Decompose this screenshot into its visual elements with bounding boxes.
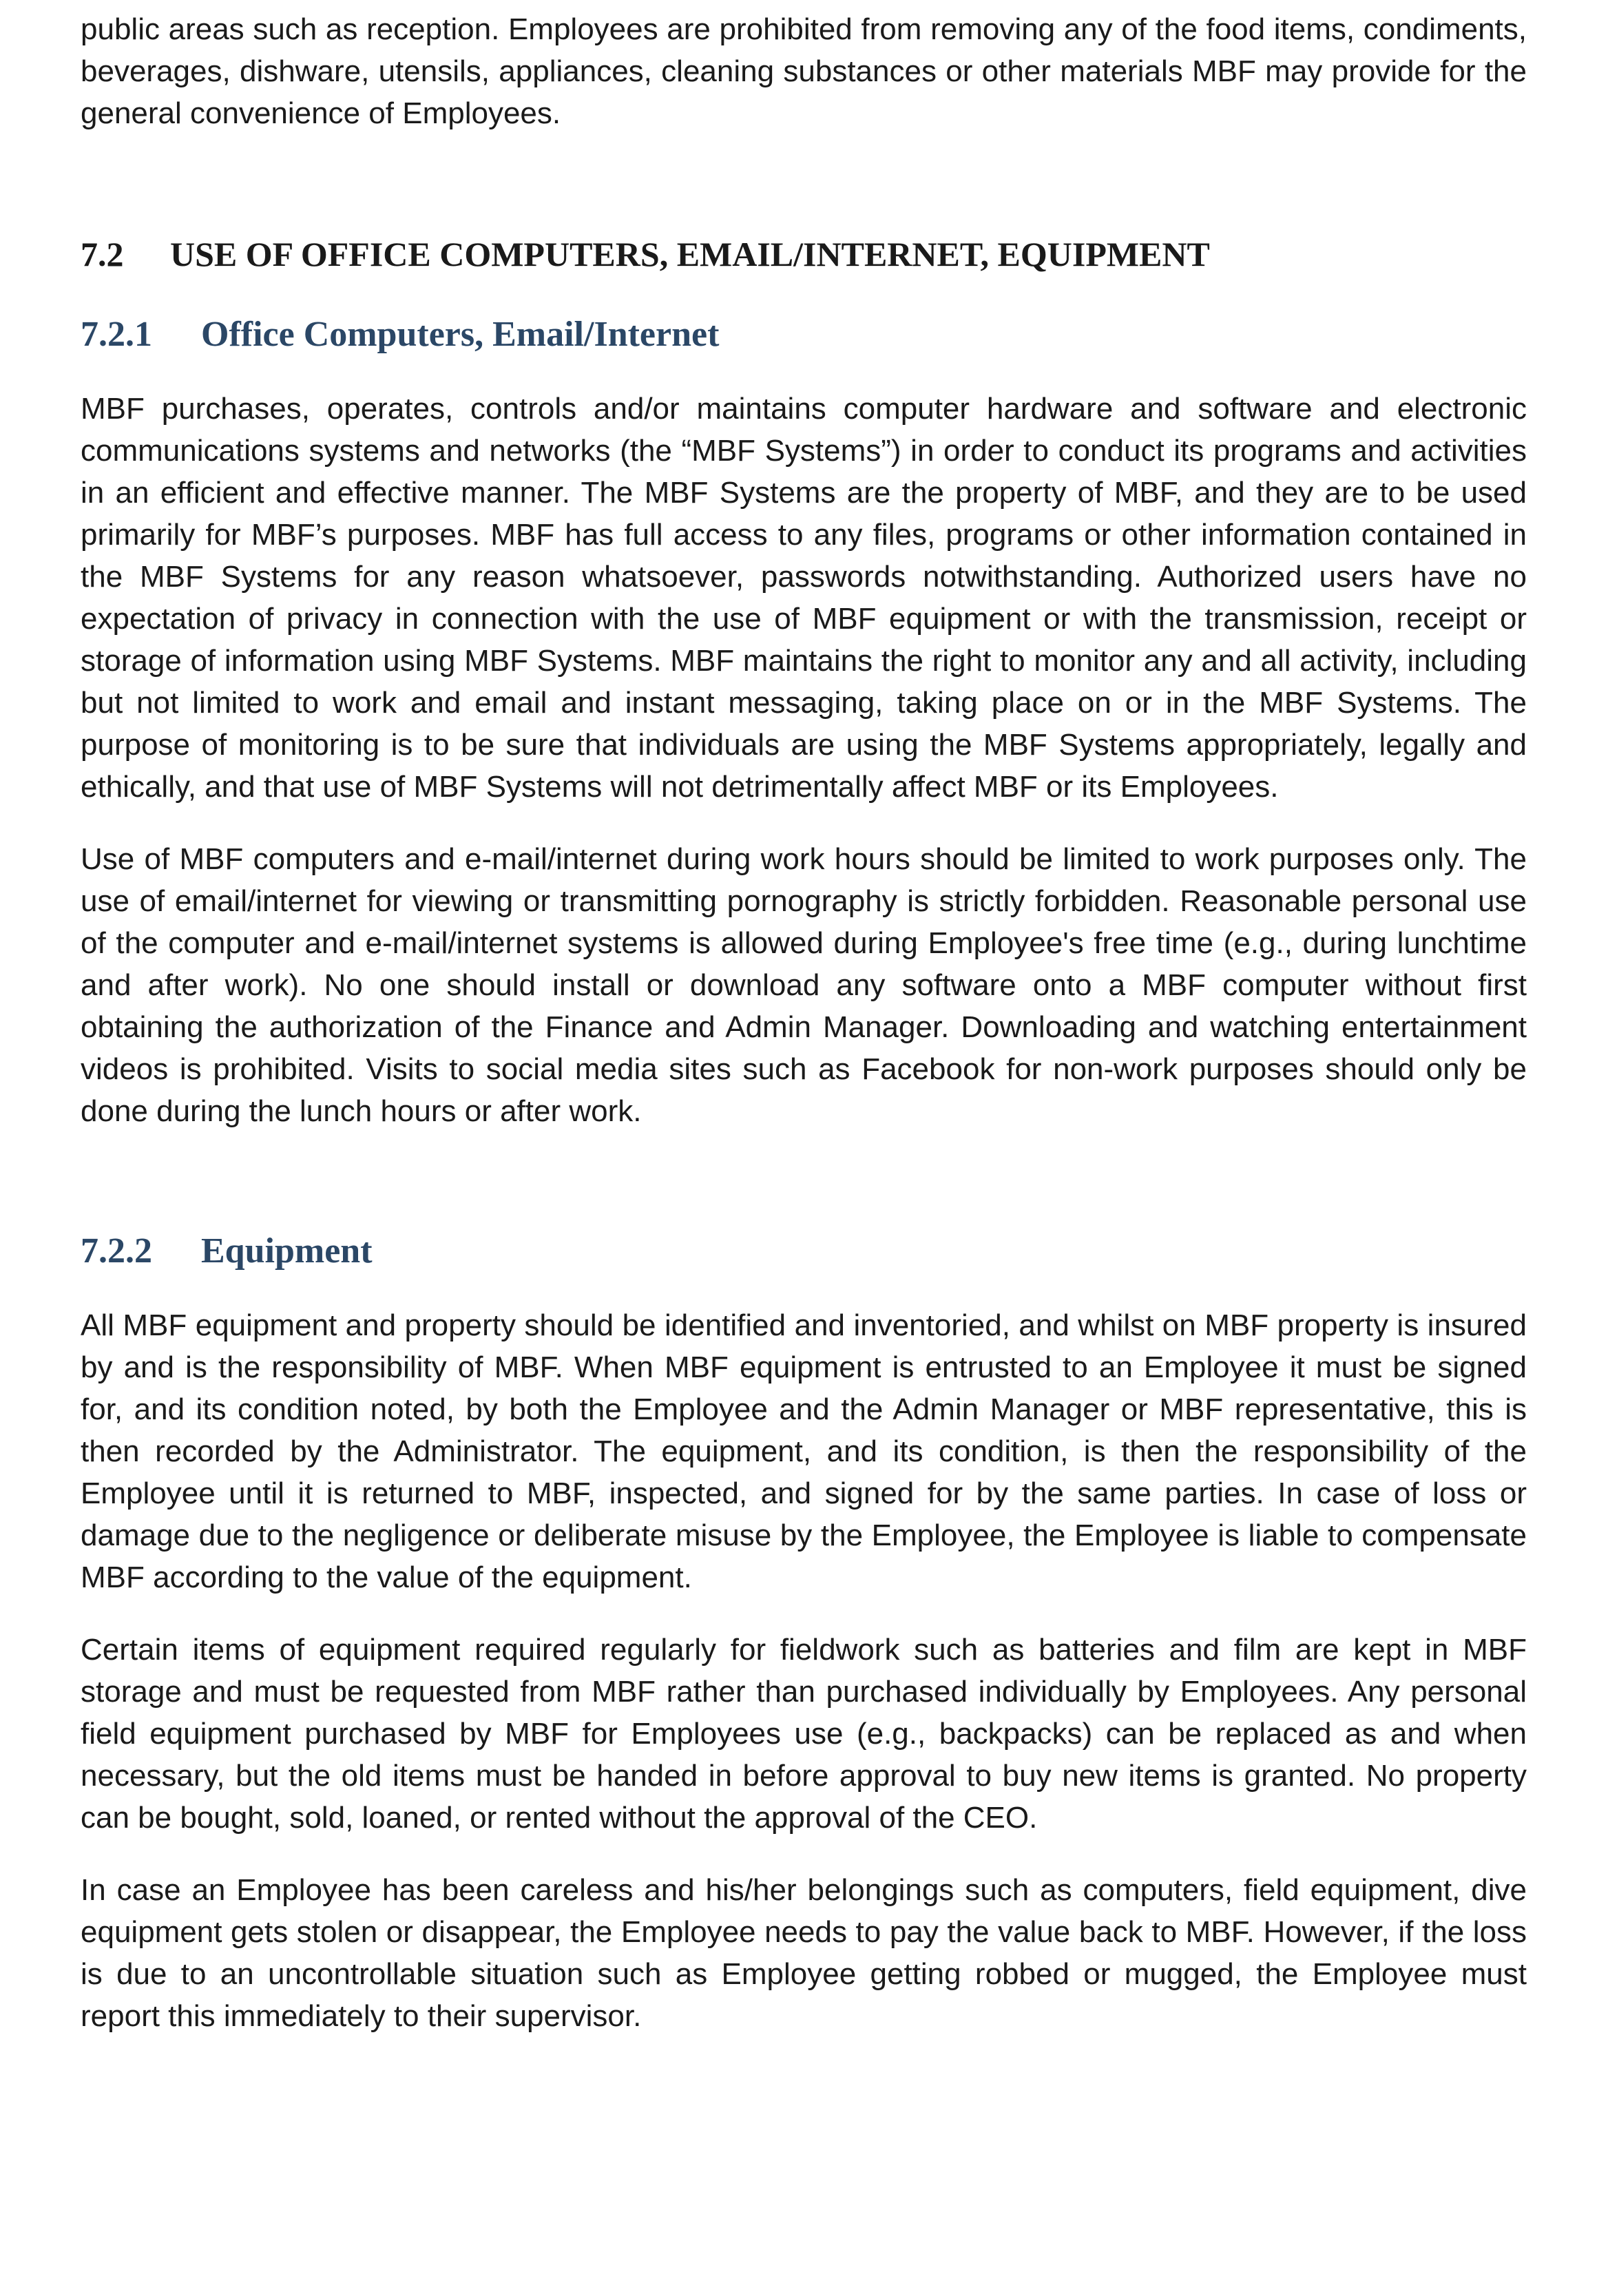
- subsection-heading-7-2-2: [81, 1229, 1527, 1274]
- subsection-title: Equipment: [201, 1231, 373, 1271]
- paragraph-equipment-inventory: All MBF equipment and property should be identified and inventoried, and whilst on MBF property is insured by and is the responsibility of MBF. When MBF equipment is entrusted to an Employee it must be signed for, and its condition noted, by both the Employee and the Admin Manager or MBF representative, this is then recorded by the Administrator. The equipment, and its condition, is then the responsibility of the Employee until it is returned to MBF, inspected, and signed for by the same parties. In case of loss or damage due to the negligence or deliberate misuse by the Employee, the Employee is liable to compensate MBF according to the value of the equipment.: [81, 1308, 1527, 1594]
- spacer: [81, 1839, 1527, 1869]
- subsection-number: 7.2.2: [81, 1231, 152, 1271]
- intro-paragraph: public areas such as reception. Employees are prohibited from removing any of the food items, condiments, beverages, dishware, utensils, appliances, cleaning substances or other materials MBF may provide for the general convenience of Employees.: [81, 12, 1527, 130]
- section-heading-7-2: [81, 232, 1527, 276]
- section-title: USE OF OFFICE COMPUTERS, EMAIL/INTERNET, EQUIPMENT: [170, 235, 1210, 273]
- spacer: [81, 1274, 1527, 1304]
- section-number: 7.2: [81, 235, 124, 273]
- spacer: [81, 134, 1527, 232]
- subsection-title: Office Computers, Email/Internet: [201, 315, 720, 354]
- subsection-number: 7.2.1: [81, 315, 152, 354]
- spacer: [81, 1598, 1527, 1629]
- spacer: [81, 357, 1527, 388]
- page-content: [81, 8, 1527, 2037]
- paragraph-computer-use: Use of MBF computers and e-mail/internet during work hours should be limited to work purposes only. The use of email/internet for viewing or transmitting pornography is strictly forbidden. Reasonable personal use of the computer and e-mail/internet systems is allowed during Employee's free time (e.g., during lunchtime and after work). No one should install or download any software onto a MBF computer without first obtaining the authorization of the Finance and Admin Manager. Downloading and watching entertainment videos is prohibited. Visits to social media sites such as Facebook for non-work purposes should only be done during the lunch hours or after work.: [81, 842, 1527, 1128]
- spacer: [81, 276, 1527, 312]
- paragraph-mbf-systems: MBF purchases, operates, controls and/or maintains computer hardware and software and electronic communications systems and networks (the “MBF Systems”) in order to conduct its programs and activities in an efficient and effective manner. The MBF Systems are the property of MBF, and they are to be used primarily for MBF’s purposes. MBF has full access to any files, programs or other information contained in the MBF Systems for any reason whatsoever, passwords notwithstanding. Authorized users have no expectation of privacy in connection with the use of MBF equipment or with the transmission, receipt or storage of information using MBF Systems. MBF maintains the right to monitor any and all activity, including but not limited to work and email and instant messaging, taking place on or in the MBF Systems. The purpose of monitoring is to be sure that individuals are using the MBF Systems appropriately, legally and ethically, and that use of MBF Systems will not detrimentally affect MBF or its Employees.: [81, 392, 1527, 804]
- spacer: [81, 1132, 1527, 1229]
- paragraph-field-equipment: Certain items of equipment required regularly for fieldwork such as batteries and film are kept in MBF storage and must be requested from MBF rather than purchased individually by Employees. Any personal field equipment purchased by MBF for Employees use (e.g., backpacks) can be replaced as and when necessary, but the old items must be handed in before approval to buy new items is granted. No property can be bought, sold, loaned, or rented without the approval of the CEO.: [81, 1633, 1527, 1835]
- subsection-heading-7-2-1: [81, 312, 1527, 357]
- spacer: [81, 808, 1527, 838]
- paragraph-loss-liability: In case an Employee has been careless and his/her belongings such as computers, field equipment, dive equipment gets stolen or disappear, the Employee needs to pay the value back to MBF. However, if the loss is due to an uncontrollable situation such as Employee getting robbed or mugged, the Employee must report this immediately to their supervisor.: [81, 1873, 1527, 2033]
